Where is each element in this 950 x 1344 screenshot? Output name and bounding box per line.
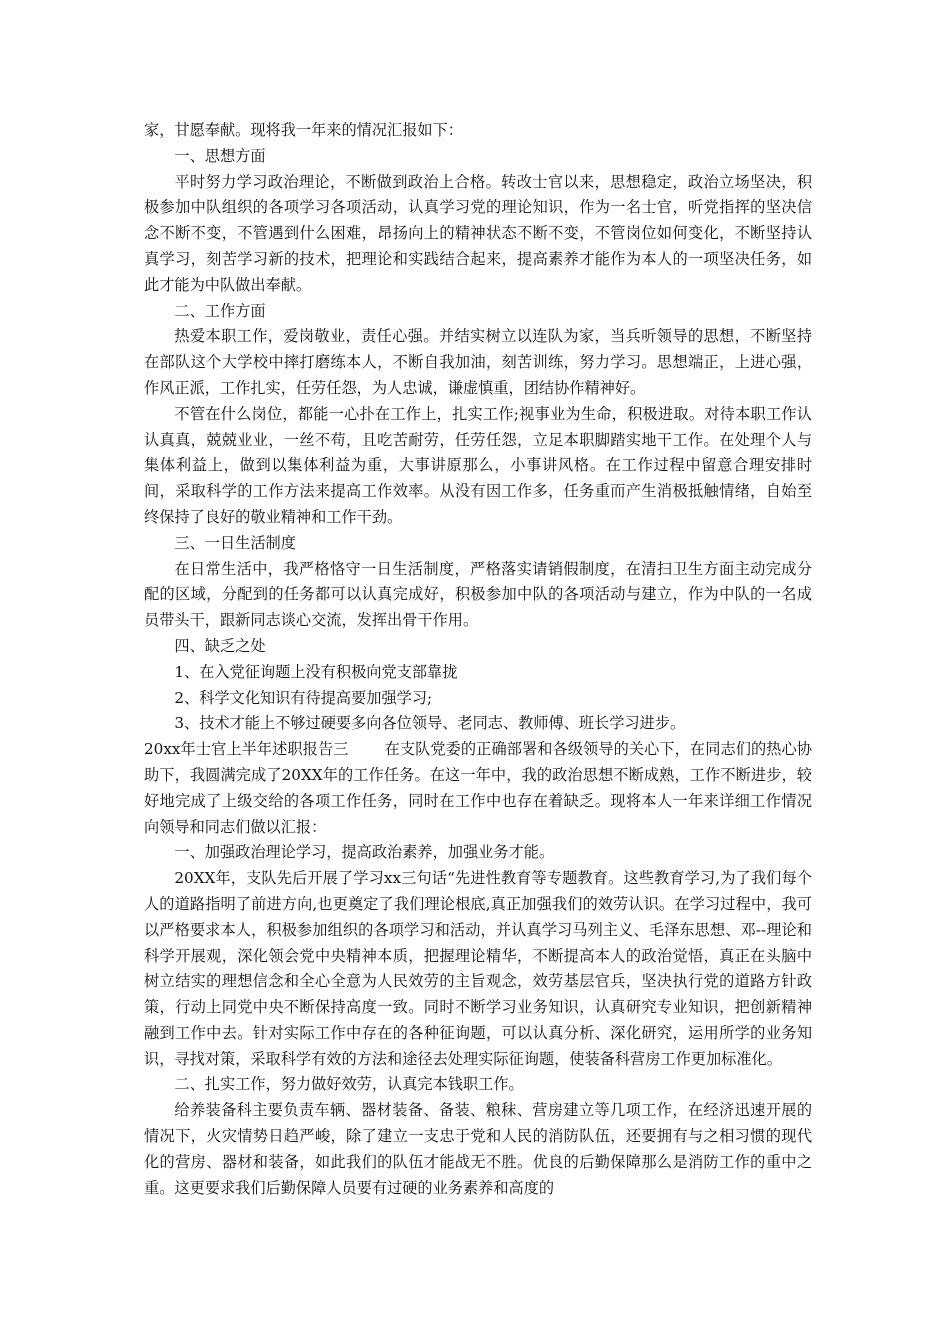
list-item-3: 3、技术才能上不够过硬要多向各位领导、老同志、教师傅、班长学习进步。	[174, 714, 686, 733]
paragraph-work-1: 热爱本职工作，爱岗敬业，责任心强。并结实树立以连队为家，当兵听领导的思想，不断坚持在部队这个大学校中摔打磨练本人，不断自我加油，刻苦训练，努力学习。思想端正，上进心强，作风正派，工作扎实，任劳任怨，为人忠诚，谦虚慎重，团结协作精神好。	[144, 327, 812, 397]
list-item-2: 2、科学文化知识有待提高要加强学习;	[174, 688, 433, 707]
section-heading-solid-work: 二、扎实工作，努力做好效劳，认真完本钱职工作。	[174, 1075, 524, 1094]
document-body	[144, 118, 812, 1201]
paragraph-solid-work: 给养装备科主要负责车辆、器材装备、备装、粮秣、营房建立等几项工作，在经济迅速开展的情况下，火灾情势日趋严峻，除了建立一支忠于党和人民的消防队伍，还要拥有与之相习惯的现代化的营房、器材和装备，如此我们的队伍才能战无不胜。优良的后勤保障那么是消防工作的重中之重。这更要求我们后勤保障人员要有过硬的业务素养和高度的	[144, 1101, 812, 1197]
report-three-paragraph	[144, 737, 812, 840]
intro-paragraph: 家，甘愿奉献。现将我一年来的情况汇报如下：	[144, 121, 463, 139]
report-three-title: 20xx年士官上半年述职报告三	[144, 740, 349, 759]
paragraph-work-2: 不管在什么岗位，都能一心扑在工作上，扎实工作;视事业为生命，积极进取。对待本职工作认认真真，兢兢业业，一丝不苟，且吃苦耐劳，任劳任怨，立足本职脚踏实地干工作。在处理个人与集体利益上，做到以集体利益为重，大事讲原那么，小事讲风格。在工作过程中留意合理安排时间，采取科学的工作方法来提高工作效率。从没有因工作多，任务重而产生消极抵触情绪，自始至终保持了良好的敬业精神和工作干劲。	[144, 404, 812, 526]
paragraph-political-study: 20XX年，支队先后开展了学习xx三句话“先进性教育等专题教育。这些教育学习,为了我们每个人的道路指明了前进方向,也更奠定了我们理论根底,真正加强我们的效劳认识。在学习过程中，我可以严格要求本人，积极参加组织的各项学习和活动，并认真学习马列主义、毛泽东思想、邓--理论和科学开展观，深化领会党中央精神本质，把握理论精华，不断提高本人的政治觉悟，真正在头脑中树立结实的理想信念和全心全意为人民效劳的主旨观念，效劳基层官兵，坚决执行党的道路方针政策，行动上同党中央不断保持高度一致。同时不断学习业务知识，认真研究专业知识，把创新精神融到工作中去。针对实际工作中存在的各种征询题，可以认真分析、深化研究，运用所学的业务知识，寻找对策，采取科学有效的方法和途径去处理实际征询题，使装备科营房工作更加标准化。	[144, 869, 812, 1068]
section-heading-political-study: 一、加强政治理论学习，提高政治素养，加强业务才能。	[174, 843, 555, 862]
report-three-intro: 在支队党委的正确部署和各级领导的关心下，在同志们的热心协助下，我圆满完成了20XX年的工作任务。在这一年中，我的政治思想不断成熟，工作不断进步，较好地完成了上级交给的各项工作任务，同时在工作中也存在着缺乏。现将本人一年来详细工作情况向领导和同志们做以汇报：	[144, 740, 812, 836]
paragraph-daily-life: 在日常生活中，我严格恪守一日生活制度，严格落实请销假制度，在清扫卫生方面主动完成分配的区域，分配到的任务都可以认真完成好，积极参加中队的各项活动与建立，作为中队的一名成员带头干，跟新同志谈心交流，发挥出骨干作用。	[144, 559, 812, 630]
section-heading-work: 二、工作方面	[174, 301, 266, 320]
paragraph-thought: 平时努力学习政治理论，不断做到政治上合格。转改士官以来，思想稳定，政治立场坚决，积极参加中队组织的各项学习各项活动，认真学习党的理论知识，作为一名士官，听党指挥的坚决信念不断不变，不管遇到什么困难，昂扬向上的精神状态不断不变，不管岗位如何变化，不断坚持认真学习，刻苦学习新的技术，把理论和实践结合起来，提高素养才能作为本人的一项坚决任务，如此才能为中队做出奉献。	[144, 172, 812, 294]
section-heading-thought: 一、思想方面	[174, 146, 266, 165]
section-heading-daily-life: 三、一日生活制度	[174, 533, 296, 552]
list-item-1: 1、在入党征询题上没有积极向党支部靠拢	[174, 662, 458, 681]
section-heading-shortcomings: 四、缺乏之处	[174, 636, 266, 655]
